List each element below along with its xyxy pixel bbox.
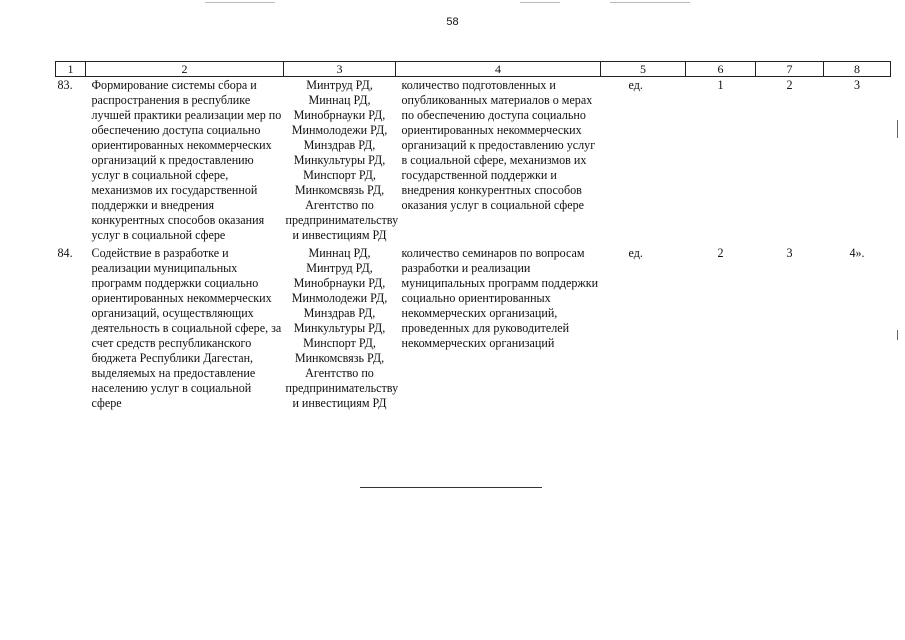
top-edge-rule <box>520 2 560 3</box>
responsible-agencies: Минтруд РД, Миннац РД, Минобрнауки РД, Минмолодежи РД, Минздрав РД, Минкультуры РД, Минспорт РД, Минкомсвязь РД, Агентство по предпринимательству и инвестициям РД <box>285 78 399 242</box>
value-col-6: 1 <box>717 78 724 92</box>
column-header: 5 <box>601 62 686 77</box>
scan-margin-mark <box>897 330 898 340</box>
unit-cell: ед. <box>628 78 643 92</box>
row-number: 83. <box>57 78 73 92</box>
column-header: 1 <box>56 62 86 77</box>
row-number: 84. <box>57 246 73 260</box>
responsible-agencies: Миннац РД, Минтруд РД, Минобрнауки РД, Минмолодежи РД, Минздрав РД, Минкультуры РД, Минспорт РД, Минкомсвязь РД, Агентство по предпринимательству и инвестициям РД <box>285 246 399 410</box>
table-row <box>56 245 891 413</box>
indicator-text: количество подготовленных и опубликованных материалов о мерах по обеспечению доступа социально ориентированных некоммерческих организаций к предоставлению услуг в социальной сфере, механизмов их государственной поддержки и внедрения конкурентных способов оказания услуг в социальной сфере <box>401 78 596 212</box>
measure-name: Содействие в разработке и реализации муниципальных программ поддержки социально ориентированных некоммерческих организаций, осуществляющих деятельность в социальной сфере, за счет средств республиканского бюджета Республики Дагестан, выделяемых на предоставление населению услуг в социальной сфере <box>91 246 282 410</box>
header-row <box>56 62 891 77</box>
column-header: 8 <box>824 62 891 77</box>
unit-cell: ед. <box>628 246 643 260</box>
closing-rule <box>360 487 542 488</box>
indicator-text: количество семинаров по вопросам разработки и реализации муниципальных программ поддержки социально ориентированных некоммерческих организаций, проведенных для руководителей некоммерческих организаций <box>401 246 599 350</box>
value-col-8: 3 <box>853 78 861 92</box>
column-header: 4 <box>396 62 601 77</box>
measures-table <box>55 61 891 413</box>
value-col-8: 4». <box>849 246 865 260</box>
page-number: 58 <box>446 16 459 28</box>
table-row <box>56 77 891 246</box>
value-col-6: 2 <box>717 246 724 260</box>
measure-name: Формирование системы сбора и распространения в республике лучшей практики реализации мер по обеспечению доступа социально ориентированных некоммерческих организаций к предоставлению услуг в социальной сфере, механизмов их государственной поддержки и внедрения конкурентных способов оказания услуг в социальной сфере <box>91 78 282 242</box>
value-col-7: 3 <box>786 246 793 260</box>
column-header: 6 <box>686 62 756 77</box>
column-header: 7 <box>756 62 824 77</box>
column-header: 3 <box>284 62 396 77</box>
column-header: 2 <box>86 62 284 77</box>
top-edge-rule <box>205 2 275 3</box>
value-col-7: 2 <box>786 78 793 92</box>
scan-margin-mark <box>897 120 898 138</box>
top-edge-rule <box>610 2 690 3</box>
